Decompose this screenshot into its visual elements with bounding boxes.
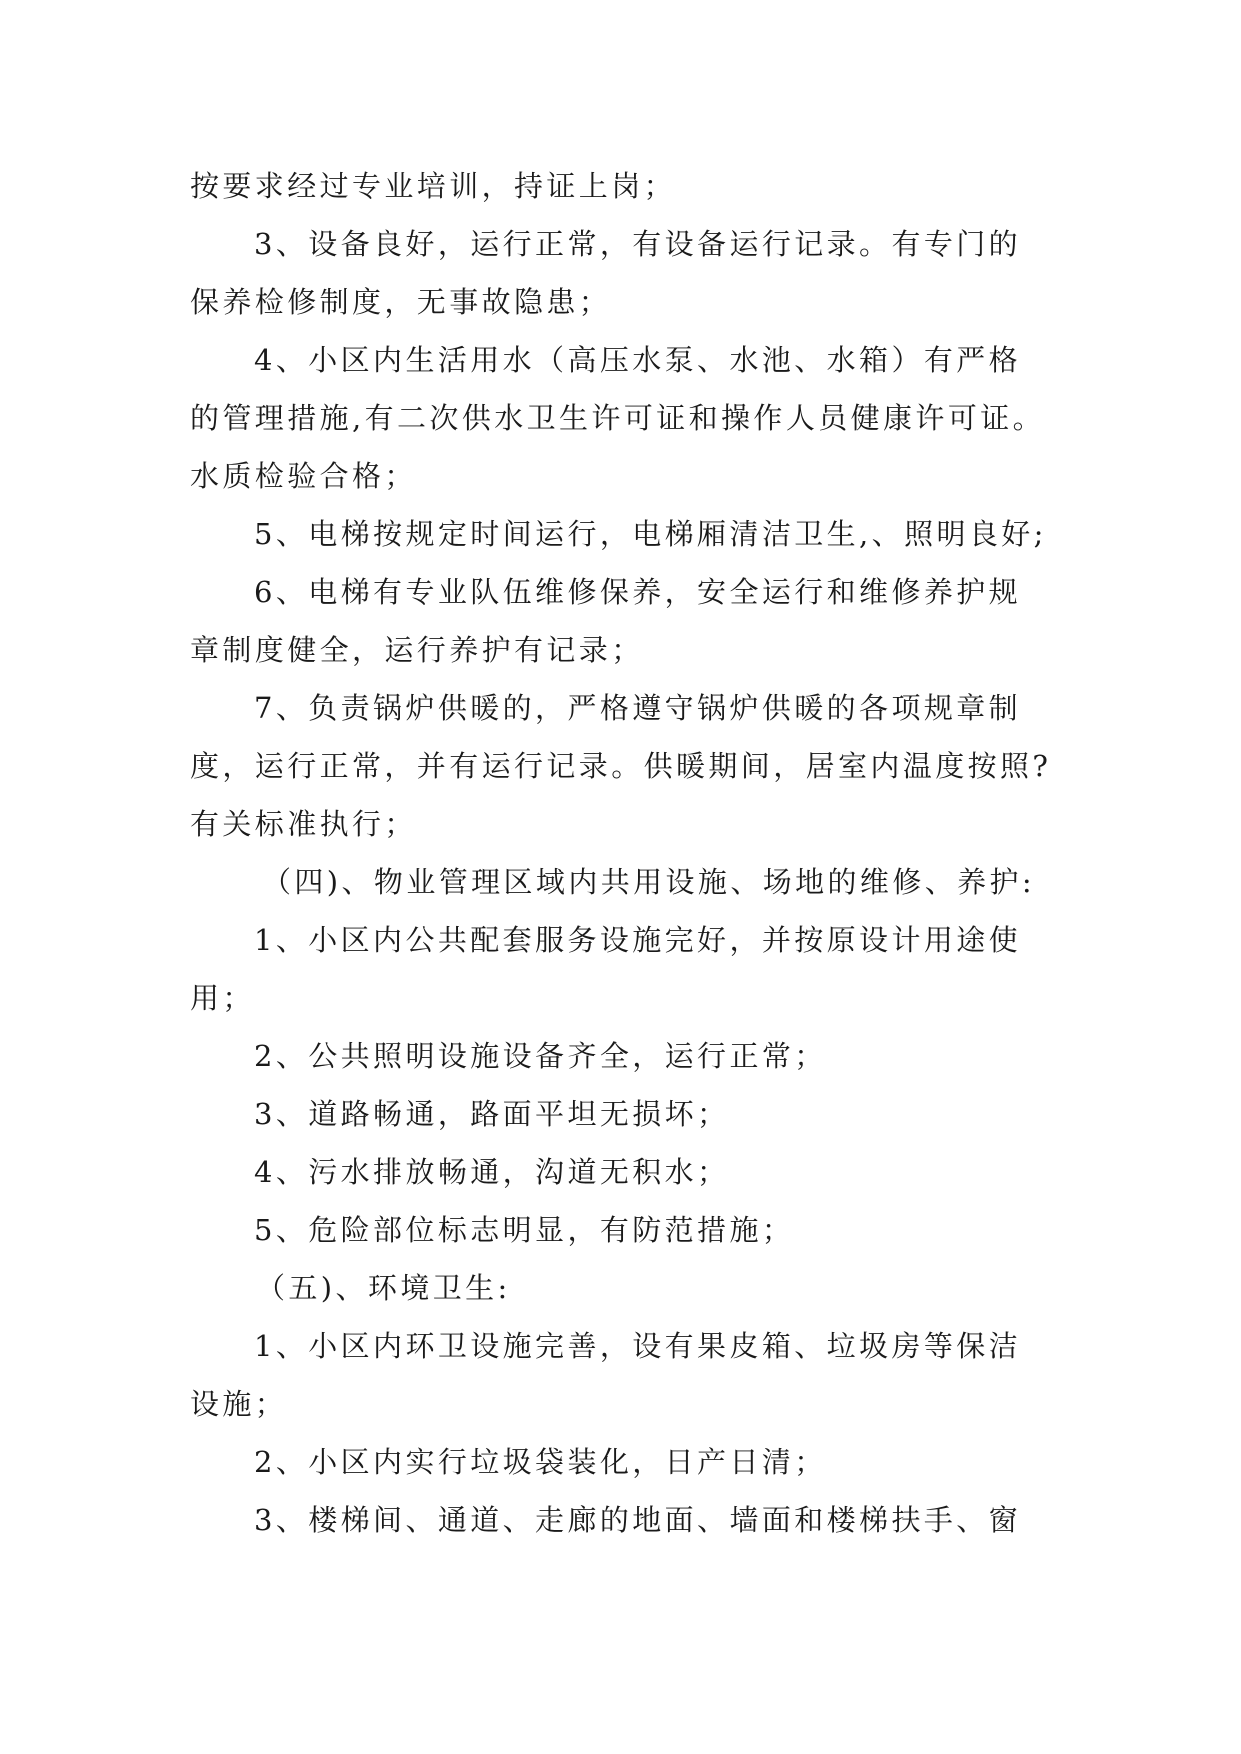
text-line-4: 4、小区内生活用水（高压水泵、水池、水箱）有严格 — [254, 343, 1022, 377]
text-line-24: 3、楼梯间、通道、走廊的地面、墙面和楼梯扶手、窗 — [254, 1503, 1022, 1537]
text-line-12: 有关标准执行； — [190, 807, 417, 841]
section-heading-5: （五)、环境卫生: — [256, 1271, 511, 1305]
text-line-5: 的管理措施,有二次供水卫生许可证和操作人员健康许可证。 — [190, 401, 1046, 435]
text-line-10: 7、负责锅炉供暖的，严格遵守锅炉供暖的各项规章制 — [254, 691, 1022, 725]
text-line-11: 度，运行正常，并有运行记录。供暖期间，居室内温度按照? — [190, 749, 1052, 783]
text-line-7: 5、电梯按规定时间运行，电梯厢清洁卫生,、照明良好; — [254, 517, 1047, 551]
text-line-14: 1、小区内公共配套服务设施完好，并按原设计用途使 — [254, 923, 1022, 957]
text-line-16: 2、公共照明设施设备齐全，运行正常； — [254, 1039, 827, 1073]
text-line-19: 5、危险部位标志明显，有防范措施； — [254, 1213, 795, 1247]
text-line-3: 保养检修制度，无事故隐患； — [190, 285, 612, 319]
text-line-9: 章制度健全，运行养护有记录； — [190, 633, 644, 667]
text-line-8: 6、电梯有专业队伍维修保养，安全运行和维修养护规 — [254, 575, 1022, 609]
text-line-15: 用； — [190, 981, 255, 1015]
text-line-21: 1、小区内环卫设施完善，设有果皮箱、垃圾房等保洁 — [254, 1329, 1022, 1363]
text-line-6: 水质检验合格； — [190, 459, 417, 493]
text-line-22: 设施； — [190, 1387, 288, 1421]
text-line-23: 2、小区内实行垃圾袋装化，日产日清； — [254, 1445, 827, 1479]
section-heading-4: （四)、物业管理区域内共用设施、场地的维修、养护: — [262, 865, 1036, 899]
text-line-2: 3、设备良好，运行正常，有设备运行记录。有专门的 — [254, 227, 1022, 261]
text-line-18: 4、污水排放畅通，沟道无积水； — [254, 1155, 730, 1189]
text-line-1: 按要求经过专业培训，持证上岗； — [190, 169, 677, 203]
text-line-17: 3、道路畅通，路面平坦无损坏； — [254, 1097, 730, 1131]
